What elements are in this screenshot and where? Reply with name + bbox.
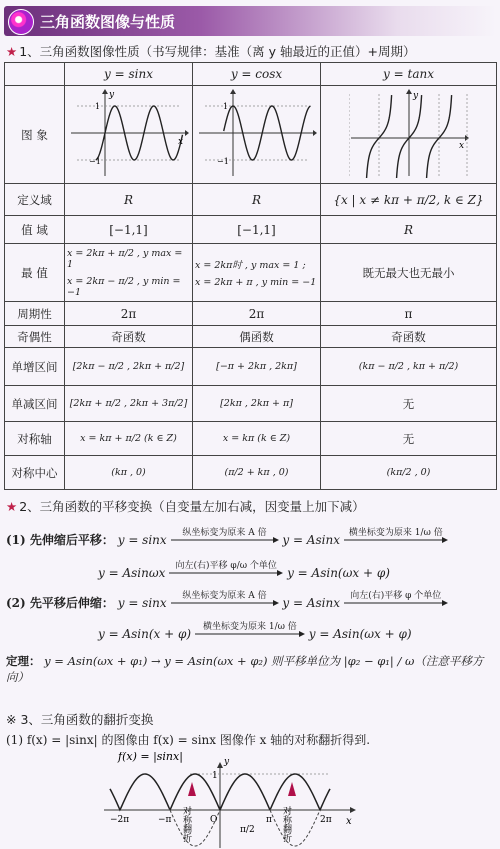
- row-label-graph: 图 象: [5, 86, 65, 184]
- range-cos: [−1,1]: [193, 216, 321, 244]
- l1-arrow-1-label: 纵坐标变为原来 A 倍: [182, 528, 267, 538]
- increasing-sin: [2kπ − π/2 , 2kπ + π/2]: [65, 348, 193, 386]
- abs-tick-1: 1: [212, 771, 218, 781]
- l1-arrow-1: [171, 528, 279, 544]
- l1-arrow-2-label: 横坐标变为原来 1/ω 倍: [348, 528, 443, 538]
- header-sin: y = sinx: [65, 63, 193, 86]
- l3-start: y = sinx: [117, 596, 167, 610]
- method-2-label: (2) 先平移后伸缩：: [6, 596, 114, 610]
- abs-tick-2pi: 2π: [320, 815, 332, 825]
- sin-tick-m1: −1: [88, 157, 101, 166]
- section-3-title: ※ 3、三角函数的翻折变换: [6, 712, 154, 727]
- sin-tick-1: 1: [94, 102, 100, 111]
- center-sin: (kπ , 0): [65, 456, 193, 490]
- extrema-sin-min: x = 2kπ − π/2 , y min = −1: [67, 275, 181, 298]
- flip-note-left: 对称翻折: [181, 806, 191, 842]
- sin-axis-x: x: [177, 137, 183, 147]
- parity-sin: 奇函数: [65, 326, 193, 348]
- header-empty: [5, 63, 65, 86]
- axis-cos: x = kπ (k ∈ Z): [193, 422, 321, 456]
- l2-arrow: [169, 561, 283, 577]
- star-icon: ★: [6, 499, 18, 514]
- center-cos: (π/2 + kπ , 0): [193, 456, 321, 490]
- shift-line-1: [6, 528, 448, 548]
- table-row-axis: [5, 422, 497, 456]
- domain-tan: {x | x ≠ kπ + π/2, k ∈ Z}: [321, 184, 497, 216]
- theorem-text: y = Asin(ωx + φ₁) → y = Asin(ωx + φ₂) 则平移单位为 |φ₂ − φ₁| / ω（注意平移方向）: [6, 654, 484, 684]
- l3-mid: y = Asinx: [282, 596, 340, 610]
- section-1-title: ★ 1、三角函数图像性质（书写规律：基准（离 y 轴最近的正值）+周期）: [6, 44, 416, 59]
- l3-arrow-1-label: 纵坐标变为原来 A 倍: [182, 591, 267, 601]
- page-title: 三角函数图像与性质: [40, 13, 176, 31]
- shift-line-3: [6, 591, 448, 611]
- abs-axis-y: y: [224, 757, 230, 767]
- period-sin: 2π: [65, 302, 193, 326]
- extrema-cos-max: x = 2kπ时 , y max = 1 ;: [195, 260, 306, 271]
- increasing-cos: [−π + 2kπ , 2kπ]: [193, 348, 321, 386]
- sin-graph: [65, 86, 193, 184]
- flip-note-right: 对称翻折: [281, 806, 291, 842]
- extrema-cos-min: x = 2kπ + π , y min = −1: [195, 277, 317, 288]
- extrema-sin: [65, 244, 193, 302]
- abs-sin-graph: [100, 752, 360, 849]
- row-label-domain: 定义域: [5, 184, 65, 216]
- tan-axis-y: y: [412, 91, 418, 101]
- abs-graph-title: f(x) = |sinx|: [118, 752, 183, 763]
- flip-description: (1) f(x) = |sinx| 的图像由 f(x) = sinx 图像作 x 轴的对称翻折得到.: [6, 733, 371, 747]
- row-label-extrema: 最 值: [5, 244, 65, 302]
- sin-graph-svg: [69, 88, 189, 178]
- axis-tan: 无: [321, 422, 497, 456]
- row-label-center: 对称中心: [5, 456, 65, 490]
- abs-tick-pi2: π/2: [240, 825, 255, 835]
- extrema-tan: 既无最大也无最小: [321, 244, 497, 302]
- shift-line-4: [98, 622, 412, 641]
- table-row-graph: [5, 86, 497, 184]
- shift-line-2: [98, 561, 390, 580]
- abs-axis-x: x: [346, 816, 352, 827]
- l4-arrow-label: 横坐标变为原来 1/ω 倍: [202, 622, 297, 632]
- row-label-axis: 对称轴: [5, 422, 65, 456]
- period-tan: π: [321, 302, 497, 326]
- table-row-decreasing: [5, 386, 497, 422]
- header-cos: y = cosx: [193, 63, 321, 86]
- parity-tan: 奇函数: [321, 326, 497, 348]
- method-1-label: (1) 先伸缩后平移：: [6, 533, 114, 547]
- star-icon: ★: [6, 44, 18, 59]
- l2-end: y = Asin(ωx + φ): [287, 566, 390, 580]
- table-header-row: [5, 63, 497, 86]
- row-label-increasing: 单增区间: [5, 348, 65, 386]
- extrema-cos: [193, 244, 321, 302]
- theorem-label: 定理：: [6, 654, 41, 668]
- abs-tick-m2pi: −2π: [110, 815, 130, 825]
- l2-start: y = Asinωx: [98, 566, 166, 580]
- sin-axis-y: y: [108, 90, 114, 100]
- parity-cos: 偶函数: [193, 326, 321, 348]
- row-label-period: 周期性: [5, 302, 65, 326]
- theorem-line: [6, 653, 500, 685]
- l2-arrow-label: 向左(右)平移 φ/ω 个单位: [175, 561, 277, 571]
- increasing-tan: (kπ − π/2 , kπ + π/2): [321, 348, 497, 386]
- range-sin: [−1,1]: [65, 216, 193, 244]
- abs-tick-origin: O: [210, 815, 218, 825]
- row-label-range: 值 域: [5, 216, 65, 244]
- abs-tick-pi: π: [266, 815, 272, 825]
- row-label-parity: 奇偶性: [5, 326, 65, 348]
- table-row-extrema: [5, 244, 497, 302]
- axis-sin: x = kπ + π/2 (k ∈ Z): [65, 422, 193, 456]
- decreasing-sin: [2kπ + π/2 , 2kπ + 3π/2]: [65, 386, 193, 422]
- cos-tick-m1: −1: [216, 157, 229, 166]
- row-label-decreasing: 单减区间: [5, 386, 65, 422]
- flip-arrow-right-icon: [288, 782, 296, 796]
- table-row-center: [5, 456, 497, 490]
- l4-start: y = Asin(x + φ): [98, 627, 192, 641]
- table-row-increasing: [5, 348, 497, 386]
- tan-graph-svg: [349, 88, 469, 178]
- l3-arrow-2: [344, 591, 448, 607]
- tan-axis-x: x: [458, 141, 464, 151]
- table-row-domain: [5, 184, 497, 216]
- tan-graph: [321, 86, 497, 184]
- l1-arrow-2: [344, 528, 448, 544]
- section-2-title: ★ 2、三角函数的平移变换（自变量左加右减，因变量上加下减）: [6, 499, 365, 514]
- table-row-parity: [5, 326, 497, 348]
- center-tan: (kπ/2 , 0): [321, 456, 497, 490]
- period-cos: 2π: [193, 302, 321, 326]
- table-row-range: [5, 216, 497, 244]
- l3-arrow-2-label: 向左(右)平移 φ 个单位: [350, 591, 442, 601]
- header-banner: [4, 6, 496, 36]
- domain-cos: R: [193, 184, 321, 216]
- l1-start: y = sinx: [117, 533, 167, 547]
- abs-tick-mpi: −π: [158, 815, 172, 825]
- l4-end: y = Asin(ωx + φ): [308, 627, 412, 641]
- cos-tick-1: 1: [222, 102, 228, 111]
- cos-graph: [193, 86, 321, 184]
- decreasing-tan: 无: [321, 386, 497, 422]
- properties-table: [4, 62, 497, 490]
- header-tan: y = tanx: [321, 63, 497, 86]
- flip-arrow-left-icon: [188, 782, 196, 796]
- l3-arrow-1: [171, 591, 279, 607]
- table-row-period: [5, 302, 497, 326]
- extrema-sin-max: x = 2kπ + π/2 , y max = 1: [67, 247, 183, 270]
- l1-mid: y = Asinx: [282, 533, 340, 547]
- decreasing-cos: [2kπ , 2kπ + π]: [193, 386, 321, 422]
- logo-icon: [8, 9, 34, 35]
- domain-sin: R: [65, 184, 193, 216]
- cos-graph-svg: [197, 88, 317, 178]
- l4-arrow: [195, 622, 305, 638]
- range-tan: R: [321, 216, 497, 244]
